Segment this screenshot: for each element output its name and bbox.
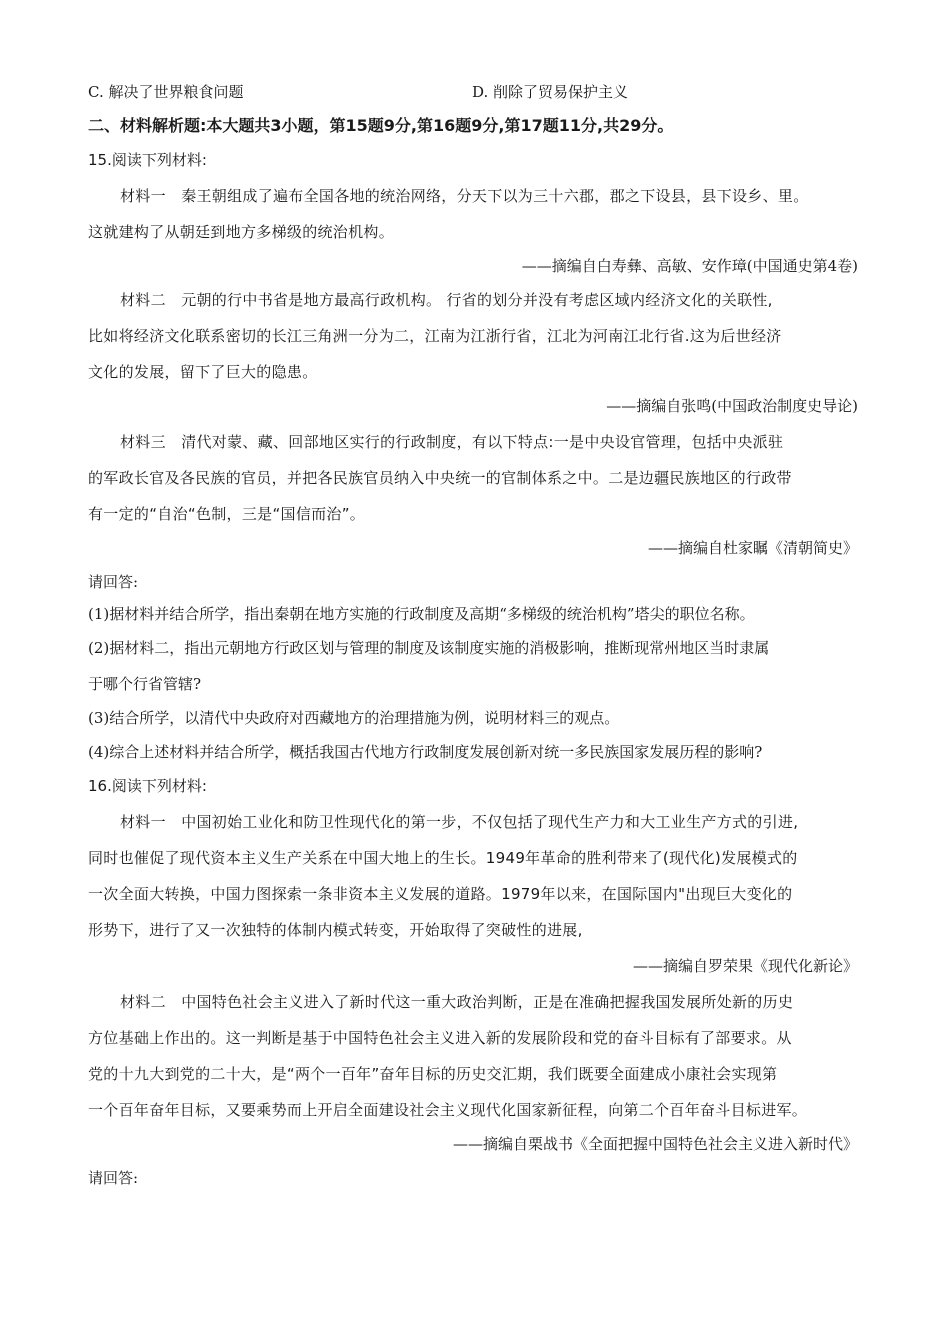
option-d: D. 削除了贸易保护主义 [472, 83, 629, 101]
q16-material-1-line-1: 材料一 中国初始工业化和防卫性现代化的第一步，不仅包括了现代生产力和大工业生产方式的引进, [120, 813, 799, 831]
q16-title: 16.阅读下列材料: [88, 777, 207, 795]
q16-material-2-line-1: 材料二 中国特色社会主义进入了新时代这一重大政治判断，正是在准确把握我国发展所处新的历史 [120, 993, 794, 1011]
q16-material-1-line-3: 一次全面大转换，中国力图探索一条非资本主义发展的道路。1979年以来，在国际国内"出现巨大变化的 [88, 885, 793, 903]
q15-question-3: (3)结合所学，以清代中央政府对西藏地方的治理措施为例，说明材料三的观点。 [88, 709, 620, 727]
q15-material-2-line-1: 材料二 元朝的行中书省是地方最高行政机构。 行省的划分并没有考虑区域内经济文化的关联性, [120, 291, 773, 309]
q15-material-1-line-2: 这就建构了从朝廷到地方多梯级的统治机构。 [88, 223, 395, 241]
q15-ask: 请回答: [88, 573, 139, 591]
q15-question-4: (4)综合上述材料并结合所学，概括我国古代地方行政制度发展创新对统一多民族国家发展历程的影响? [88, 743, 763, 761]
q15-title: 15.阅读下列材料: [88, 151, 207, 169]
q16-material-1-line-2: 同时也催促了现代资本主义生产关系在中国大地上的生长。1949年革命的胜利带来了(现代化)发展模式的 [88, 849, 798, 867]
q15-material-3-line-2: 的军政长官及各民族的官员，并把各民族官员纳入中央统一的官制体系之中。二是边疆民族地区的行政带 [88, 469, 792, 487]
q15-material-2-line-2: 比如将经济文化联系密切的长江三角洲一分为二，江南为江浙行省，江北为河南江北行省.这为后世经济 [88, 327, 782, 345]
q15-material-3-line-3: 有一定的“自治“色制，三是“国信而治”。 [88, 505, 366, 523]
q16-material-2-line-3: 党的十九大到党的二十大，是“两个一百年”奋年目标的历史交汇期，我们既要全面建成小康社会实现第 [88, 1065, 778, 1083]
q16-material-1-line-4: 形势下，进行了又一次独特的体制内模式转变，开始取得了突破性的进展, [88, 921, 583, 939]
q15-material-3-line-1: 材料三 清代对蒙、藏、回部地区实行的行政制度，有以下特点:一是中央设官管理，包括中央派驻 [120, 433, 784, 451]
q15-material-1-line-1: 材料一 秦王朝组成了遍布全国各地的统治网络，分天下以为三十六郡，郡之下设县，县下设乡、里。 [120, 187, 809, 205]
option-c: C. 解决了世界粮食问题 [88, 83, 244, 101]
q15-question-2: (2)据材料二，指出元朝地方行政区划与管理的制度及该制度实施的消极影响，推断现常州地区当时隶属 [88, 639, 770, 657]
q16-material-2-source: ——摘编自栗战书《全面把握中国特色社会主义进入新时代》 [452, 1135, 858, 1153]
q15-question-1: (1)据材料并结合所学，指出秦朝在地方实施的行政制度及高期“多梯级的统治机构”塔尖的职位名称。 [88, 605, 755, 623]
q16-material-2-line-4: 一个百年奋年目标，又要乘势而上开启全面建设社会主义现代化国家新征程，向第二个百年奋斗目标进军。 [88, 1101, 808, 1119]
q15-material-1-source: ——摘编自白寿彝、高敏、安作璋(中国通史第4卷) [521, 257, 858, 275]
q15-material-2-line-3: 文化的发展，留下了巨大的隐患。 [88, 363, 318, 381]
q16-material-2-line-2: 方位基础上作出的。这一判断是基于中国特色社会主义进入新的发展阶段和党的奋斗目标有了部要求。从 [88, 1029, 792, 1047]
section-title: 二、材料解析题:本大题共3小题，第15题9分,第16题9分,第17题11分,共29分。 [88, 116, 674, 135]
q15-question-2-cont: 于哪个行省管辖? [88, 675, 202, 693]
q16-material-1-source: ——摘编自罗荣果《现代化新论》 [632, 957, 858, 975]
q15-material-3-source: ——摘编自杜家瞩《清朝简史》 [647, 539, 858, 557]
q15-material-2-source: ——摘编自张鸣(中国政治制度史导论) [606, 397, 858, 415]
q16-ask: 请回答: [88, 1169, 139, 1187]
